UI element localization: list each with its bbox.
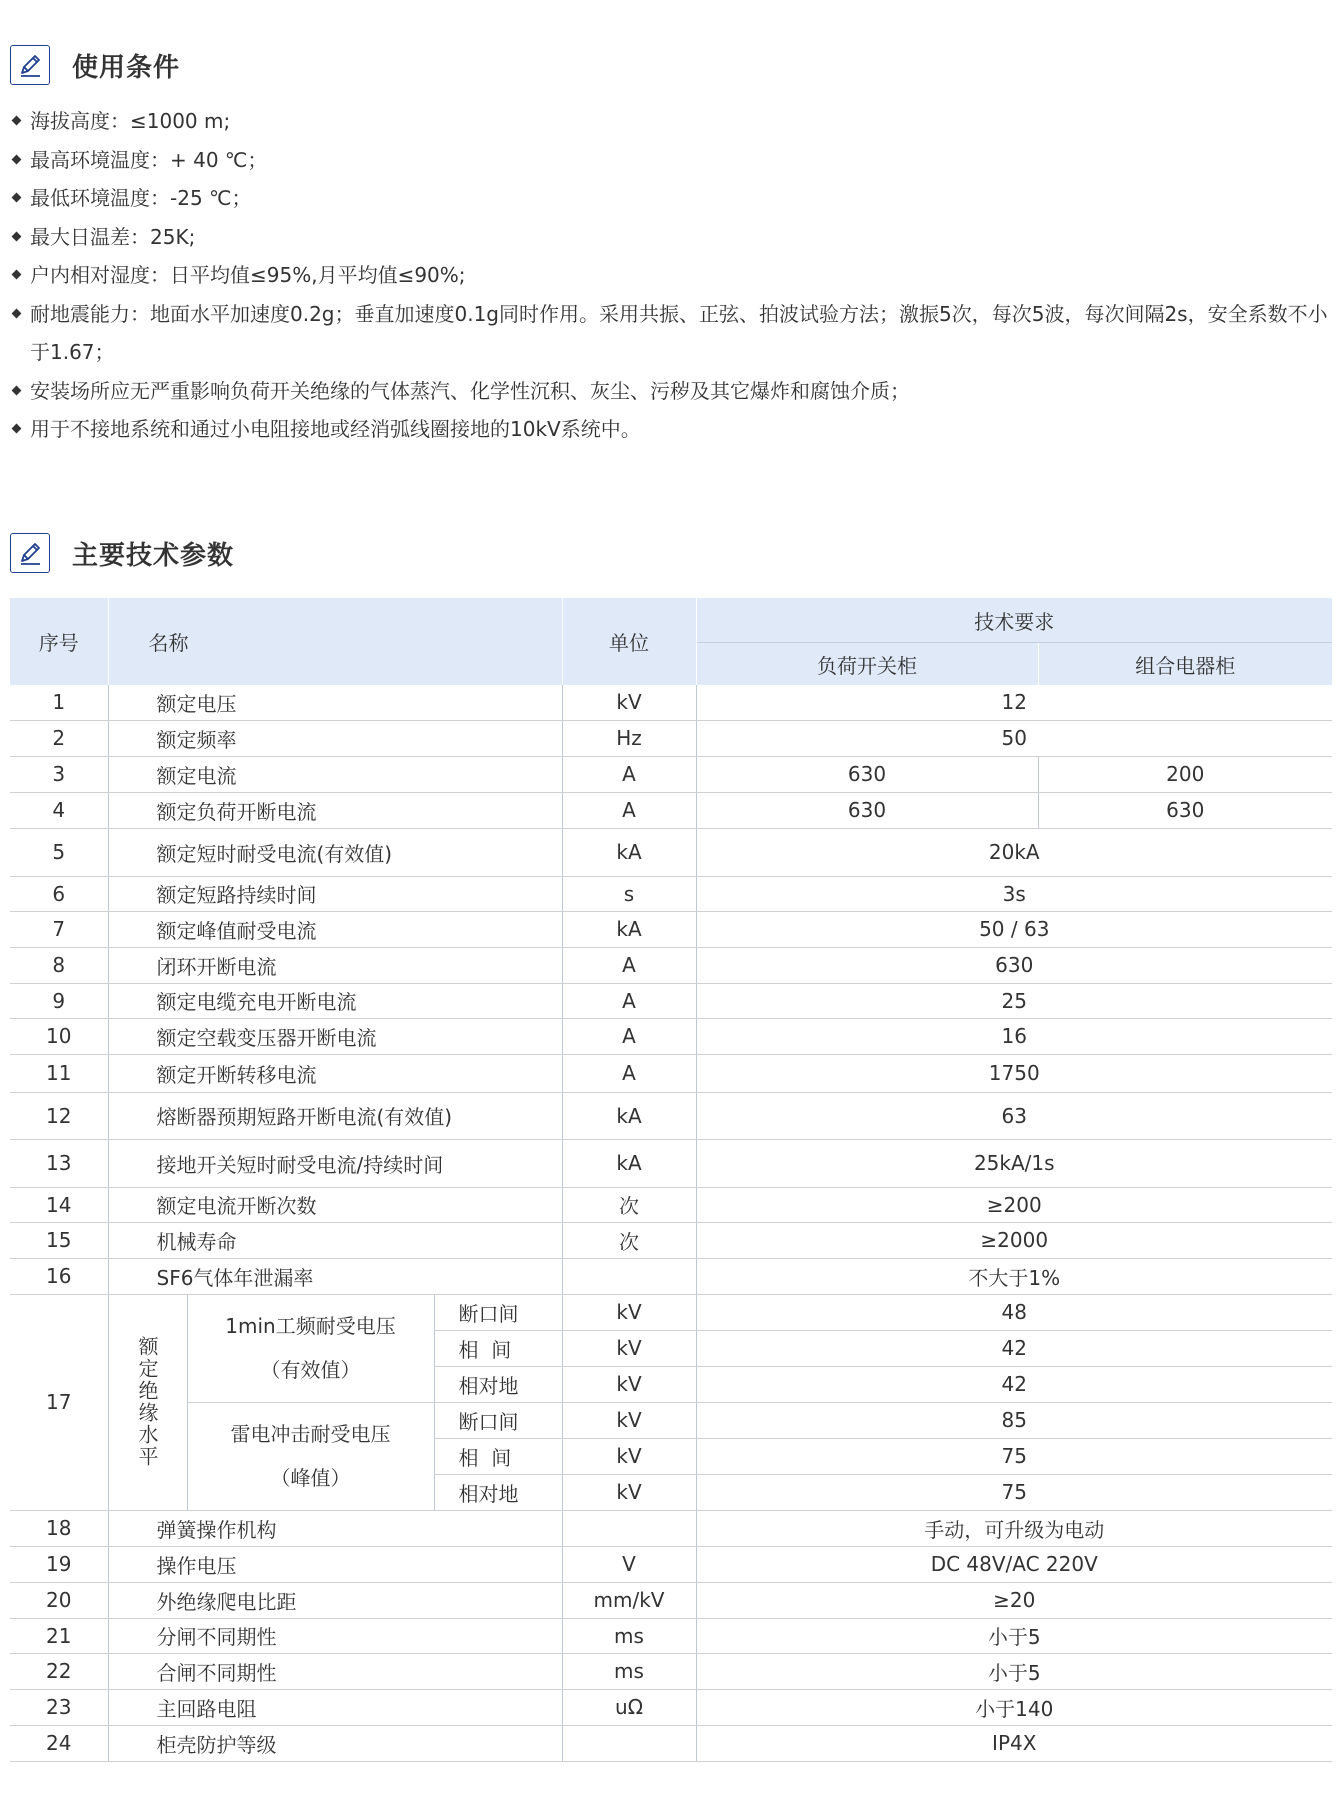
table-row <box>10 983 1332 1018</box>
cell-seq: 5 <box>10 828 108 876</box>
subgroup-note: （峰值） <box>270 1466 351 1490</box>
table-row <box>10 1725 1332 1761</box>
list-item: 最高环境温度：+ 40 ℃； <box>10 141 1335 180</box>
table-row <box>10 1689 1332 1725</box>
cell-value: 不大于1% <box>696 1258 1332 1294</box>
cell-unit: kV <box>562 1438 696 1474</box>
cell-unit: kA <box>562 828 696 876</box>
cell-seq: 9 <box>10 983 108 1018</box>
cell-seq: 6 <box>10 876 108 911</box>
cell-unit: A <box>562 1018 696 1054</box>
cell-unit: kV <box>562 1294 696 1330</box>
cell-name: 分闸不同期性 <box>108 1618 562 1653</box>
cell-position: 断口间 <box>434 1402 562 1438</box>
cell-seq: 2 <box>10 720 108 756</box>
cell-position: 相 间 <box>434 1438 562 1474</box>
cell-unit: kV <box>562 685 696 720</box>
cell-name: 主回路电阻 <box>108 1689 562 1725</box>
cell-name: 机械寿命 <box>108 1222 562 1258</box>
cell-value: 1750 <box>696 1054 1332 1092</box>
cell-value: 75 <box>696 1438 1332 1474</box>
cell-value: 50 / 63 <box>696 911 1332 947</box>
cell-name: 额定电流 <box>108 756 562 792</box>
header-combo: 组合电器柜 <box>1038 643 1332 686</box>
section-header-conditions <box>10 44 180 86</box>
header-seq: 序号 <box>10 598 108 685</box>
list-item: 最低环境温度：-25 ℃； <box>10 179 1335 218</box>
cell-name: 额定短时耐受电流(有效值) <box>108 828 562 876</box>
cell-value-combo: 630 <box>1038 792 1332 828</box>
subgroup-name: 1min工频耐受电压 <box>225 1314 396 1338</box>
subgroup-note: （有效值） <box>260 1358 361 1382</box>
params-table <box>10 598 1332 1762</box>
table-row <box>10 1546 1332 1582</box>
table-row <box>10 792 1332 828</box>
section-title: 主要技术参数 <box>72 540 235 571</box>
cell-unit: 次 <box>562 1187 696 1222</box>
cell-value-load-switch: 630 <box>696 756 1038 792</box>
cell-value: 12 <box>696 685 1332 720</box>
cell-seq: 22 <box>10 1653 108 1689</box>
table-row <box>10 1018 1332 1054</box>
table-row <box>10 828 1332 876</box>
table-row <box>10 1258 1332 1294</box>
cell-name: 额定空载变压器开断电流 <box>108 1018 562 1054</box>
cell-seq: 16 <box>10 1258 108 1294</box>
conditions-list <box>10 102 1335 449</box>
cell-seq: 7 <box>10 911 108 947</box>
cell-name: 接地开关短时耐受电流/持续时间 <box>108 1139 562 1187</box>
cell-unit: A <box>562 983 696 1018</box>
table-row <box>10 1402 1332 1438</box>
cell-value: ≥200 <box>696 1187 1332 1222</box>
cell-seq: 21 <box>10 1618 108 1653</box>
group-label: 额定绝缘水平 <box>135 1336 159 1468</box>
cell-unit: V <box>562 1546 696 1582</box>
cell-unit: kV <box>562 1474 696 1510</box>
cell-position: 断口间 <box>434 1294 562 1330</box>
cell-unit: uΩ <box>562 1689 696 1725</box>
cell-name: 操作电压 <box>108 1546 562 1582</box>
header-load-switch: 负荷开关柜 <box>696 643 1038 686</box>
cell-value: 16 <box>696 1018 1332 1054</box>
cell-value: 25 <box>696 983 1332 1018</box>
header-unit: 单位 <box>562 598 696 685</box>
cell-value: IP4X <box>696 1725 1332 1761</box>
table-row <box>10 1582 1332 1618</box>
cell-name: 额定电流开断次数 <box>108 1187 562 1222</box>
list-item: 最大日温差：25K; <box>10 218 1335 257</box>
cell-seq: 23 <box>10 1689 108 1725</box>
cell-name: 合闸不同期性 <box>108 1653 562 1689</box>
cell-seq: 1 <box>10 685 108 720</box>
cell-value: 3s <box>696 876 1332 911</box>
cell-seq: 18 <box>10 1510 108 1546</box>
header-tech: 技术要求 <box>696 598 1332 643</box>
table-row <box>10 1510 1332 1546</box>
cell-name: 柜壳防护等级 <box>108 1725 562 1761</box>
cell-unit: ms <box>562 1653 696 1689</box>
cell-seq: 4 <box>10 792 108 828</box>
cell-value: 75 <box>696 1474 1332 1510</box>
edit-pencil-icon <box>10 45 50 85</box>
cell-value: 小于5 <box>696 1653 1332 1689</box>
cell-unit: kV <box>562 1330 696 1366</box>
cell-seq: 20 <box>10 1582 108 1618</box>
cell-name: 闭环开断电流 <box>108 947 562 983</box>
table-row <box>10 1092 1332 1139</box>
cell-unit: kV <box>562 1402 696 1438</box>
subgroup-name: 雷电冲击耐受电压 <box>230 1422 391 1446</box>
table-row <box>10 1139 1332 1187</box>
cell-seq: 13 <box>10 1139 108 1187</box>
cell-value: 85 <box>696 1402 1332 1438</box>
cell-seq: 10 <box>10 1018 108 1054</box>
cell-position: 相对地 <box>434 1366 562 1402</box>
cell-value: 63 <box>696 1092 1332 1139</box>
cell-name: 额定电压 <box>108 685 562 720</box>
header-name: 名称 <box>108 598 562 685</box>
cell-name: 额定短路持续时间 <box>108 876 562 911</box>
cell-seq: 14 <box>10 1187 108 1222</box>
cell-value: ≥2000 <box>696 1222 1332 1258</box>
cell-position: 相对地 <box>434 1474 562 1510</box>
list-item: 户内相对湿度：日平均值≤95%,月平均值≤90%; <box>10 256 1335 295</box>
table-row <box>10 720 1332 756</box>
cell-seq: 24 <box>10 1725 108 1761</box>
cell-subgroup-pf <box>187 1294 434 1402</box>
cell-unit: kA <box>562 911 696 947</box>
cell-name: 弹簧操作机构 <box>108 1510 562 1546</box>
cell-seq: 8 <box>10 947 108 983</box>
cell-unit <box>562 1258 696 1294</box>
table-row <box>10 911 1332 947</box>
cell-value: 50 <box>696 720 1332 756</box>
cell-unit: A <box>562 1054 696 1092</box>
cell-group <box>108 1294 187 1510</box>
cell-name: 额定电缆充电开断电流 <box>108 983 562 1018</box>
cell-seq: 3 <box>10 756 108 792</box>
cell-name: 额定负荷开断电流 <box>108 792 562 828</box>
cell-value: 42 <box>696 1366 1332 1402</box>
cell-seq: 17 <box>10 1294 108 1510</box>
cell-name: 额定开断转移电流 <box>108 1054 562 1092</box>
cell-value: 42 <box>696 1330 1332 1366</box>
cell-unit: kA <box>562 1092 696 1139</box>
cell-unit: mm/kV <box>562 1582 696 1618</box>
cell-value: 48 <box>696 1294 1332 1330</box>
table-row <box>10 1294 1332 1330</box>
table-row <box>10 1187 1332 1222</box>
list-item: 耐地震能力：地面水平加速度0.2g；垂直加速度0.1g同时作用。采用共振、正弦、拍波试验方法；激振5次，每次5波，每次间隔2s，安全系数不小于1.67； <box>10 295 1335 372</box>
cell-value-load-switch: 630 <box>696 792 1038 828</box>
table-row <box>10 685 1332 720</box>
cell-position: 相 间 <box>434 1330 562 1366</box>
table-row <box>10 876 1332 911</box>
cell-subgroup-li <box>187 1402 434 1510</box>
cell-value: ≥20 <box>696 1582 1332 1618</box>
cell-name: 熔断器预期短路开断电流(有效值) <box>108 1092 562 1139</box>
table-row <box>10 1653 1332 1689</box>
list-item: 安装场所应无严重影响负荷开关绝缘的气体蒸汽、化学性沉积、灰尘、污秽及其它爆炸和腐蚀介质； <box>10 372 1335 411</box>
cell-value-combo: 200 <box>1038 756 1332 792</box>
cell-name: SF6气体年泄漏率 <box>108 1258 562 1294</box>
cell-value: 630 <box>696 947 1332 983</box>
list-item: 用于不接地系统和通过小电阻接地或经消弧线圈接地的10kV系统中。 <box>10 410 1335 449</box>
table-row <box>10 1222 1332 1258</box>
table-row <box>10 1054 1332 1092</box>
cell-name: 外绝缘爬电比距 <box>108 1582 562 1618</box>
cell-name: 额定频率 <box>108 720 562 756</box>
cell-seq: 19 <box>10 1546 108 1582</box>
section-title: 使用条件 <box>72 52 181 83</box>
list-item: 海拔高度：≤1000 m; <box>10 102 1335 141</box>
cell-seq: 12 <box>10 1092 108 1139</box>
cell-value: 20kA <box>696 828 1332 876</box>
cell-value: 25kA/1s <box>696 1139 1332 1187</box>
cell-unit: s <box>562 876 696 911</box>
section-header-params <box>10 532 234 574</box>
cell-value: 小于140 <box>696 1689 1332 1725</box>
cell-unit: ms <box>562 1618 696 1653</box>
cell-value: DC 48V/AC 220V <box>696 1546 1332 1582</box>
edit-pencil-icon <box>10 533 50 573</box>
cell-value: 手动，可升级为电动 <box>696 1510 1332 1546</box>
cell-unit <box>562 1510 696 1546</box>
cell-unit: Hz <box>562 720 696 756</box>
cell-unit: kA <box>562 1139 696 1187</box>
table-row <box>10 756 1332 792</box>
cell-unit: A <box>562 792 696 828</box>
cell-value: 小于5 <box>696 1618 1332 1653</box>
cell-unit: 次 <box>562 1222 696 1258</box>
cell-unit: A <box>562 947 696 983</box>
cell-unit <box>562 1725 696 1761</box>
table-row <box>10 947 1332 983</box>
cell-unit: kV <box>562 1366 696 1402</box>
table-row <box>10 1618 1332 1653</box>
cell-seq: 11 <box>10 1054 108 1092</box>
cell-seq: 15 <box>10 1222 108 1258</box>
cell-unit: A <box>562 756 696 792</box>
cell-name: 额定峰值耐受电流 <box>108 911 562 947</box>
